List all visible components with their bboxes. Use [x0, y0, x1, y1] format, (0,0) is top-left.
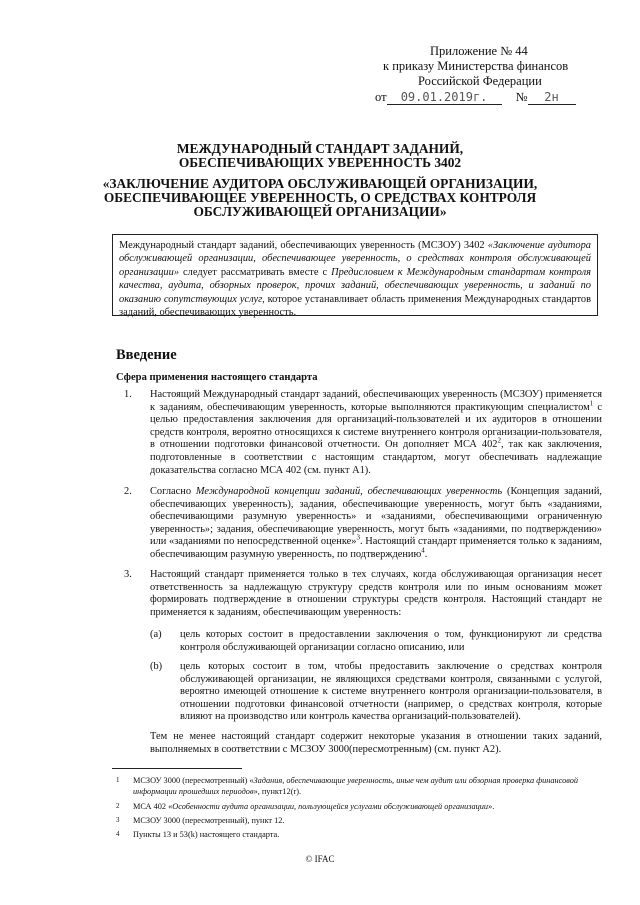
footnote-divider [112, 768, 242, 769]
subparagraph-letter: (b) [150, 661, 163, 672]
subparagraph-a: цель которых состоит в предоставлении заключения о том, функционируют ли средства контроля обслуживающей организации согласно описанию, или [180, 629, 602, 653]
footnote-text [133, 775, 601, 797]
paragraph-number: 3. [124, 569, 132, 580]
paragraph-text: (Концепция заданий, обеспечивающих уверенность), задания, обеспечивающие уверенность, могут быть «заданиями, обеспечивающими разумную уверенность» и «заданиями, обеспечивающими ограниченную уверенность»; задания, обеспечивающие уверенность, могут быть «заданиями, по подтверждению» или «заданиями по непосредственной оценке» [150, 486, 602, 548]
footnote-ref[interactable]: 4 [421, 546, 425, 555]
footnote-number: 2 [116, 802, 120, 810]
paragraph-1 [150, 389, 602, 477]
paragraph-text: . Настоящий стандарт применяется только к заданиям, обеспечивающим разумную уверенность, по подтверждению [150, 536, 602, 560]
number-label: № [515, 90, 528, 104]
footnote-italic: Задания, обеспечивающие уверенность, иные чем аудит или обзорная проверка финансовой информации прошедших периодов [133, 776, 579, 796]
standard-subtitle-line: «ЗАКЛЮЧЕНИЕ АУДИТОРА ОБСЛУЖИВАЮЩЕЙ ОРГАНИЗАЦИИ, [102, 176, 538, 191]
order-date: 09.01.2019г. [387, 91, 502, 105]
paragraph-text: Настоящий Международный стандарт заданий, обеспечивающих уверенность (МСЗОУ) применяется к заданиям, обеспечивающим уверенность, которые выполняются практикующим специалистом [150, 389, 602, 413]
footnote-number: 4 [116, 830, 120, 838]
footnote-plain: МСЗОУ 3000 (пересмотренный) « [133, 776, 254, 785]
appendix-number: Приложение № 44 [430, 44, 528, 58]
intro-text: Международный стандарт заданий, обеспечивающих уверенность (МСЗОУ) 3402 [119, 240, 488, 251]
paragraph-closing: Тем не менее настоящий стандарт содержит некоторые указания в отношении таких заданий, выполняемых в соответствии с МСЗОУ 3000(пересмотренным) (см. пункт А2). [150, 731, 602, 755]
intro-text: следует рассматривать вместе с [179, 266, 332, 278]
subparagraph-letter: (a) [150, 629, 162, 640]
section-subheading: Сфера применения настоящего стандарта [116, 372, 318, 383]
order-number: 2н [528, 91, 576, 105]
footnote-text: МСЗОУ 3000 (пересмотренный), пункт 12. [133, 816, 285, 825]
paragraph-text: Согласно [150, 486, 196, 497]
footnote-plain: ». [488, 802, 495, 811]
intro-box [112, 234, 598, 319]
paragraph-text: . [424, 548, 428, 560]
paragraph-text: с целью предоставления заключения для организаций-пользователей и их аудиторов в отношении средств контроля, вероятно относящихся к системе внутреннего контроля организации-пользователя, в отношении подготовки финансовой отчетности. Он дополняет МСА 402 [150, 401, 602, 451]
footnote-number: 1 [116, 776, 120, 784]
order-date-number [375, 90, 607, 105]
standard-subtitle-line: ОБЕСПЕЧИВАЮЩЕЕ УВЕРЕННОСТЬ, О СРЕДСТВАХ КОНТРОЛЯ [103, 190, 537, 205]
ministry-name: Российской Федерации [418, 74, 542, 88]
intro-text: которое устанавливает область применения Международных стандартов заданий, обеспечивающих уверенность. [119, 293, 591, 319]
paragraph-number: 1. [124, 389, 132, 400]
footnote-text [133, 801, 601, 812]
intro-italic: Предисловием к Международным стандартам контроля качества, аудита, обзорных проверок, прочих заданий, обеспечивающих уверенность, и заданий по оказанию сопутствующих услуг, [119, 266, 591, 305]
standard-title-line: МЕЖДУНАРОДНЫЙ СТАНДАРТ ЗАДАНИЙ, [176, 141, 464, 156]
from-label: от [375, 90, 387, 104]
standard-title [0, 142, 640, 170]
footnote-number: 3 [116, 816, 120, 824]
standard-title-line: ОБЕСПЕЧИВАЮЩИХ УВЕРЕННОСТЬ 3402 [178, 155, 462, 170]
paragraph-2 [150, 486, 602, 562]
paragraph-italic: Международной концепции заданий, обеспечивающих уверенность [195, 486, 503, 497]
paragraph-3: Настоящий стандарт применяется только в тех случаях, когда обслуживающая организация несет ответственность за надлежащую структуру средств контроля или по иным основаниям может формировать подтверждение в отношении структуры средств контроля. Настоящий стандарт не применяется к заданиям, обеспечивающим уверенность: [150, 569, 602, 618]
footnote-plain: МСА 402 « [133, 802, 173, 811]
footnote-ref[interactable]: 3 [356, 533, 360, 542]
standard-subtitle-line: ОБСЛУЖИВАЮЩЕЙ ОРГАНИЗАЦИИ» [193, 204, 447, 219]
standard-subtitle [0, 177, 640, 219]
appendix-header [375, 44, 607, 105]
intro-italic: «Заключение аудитора обслуживающей организации, обеспечивающее уверенность, о средствах контроля обслуживающей организации» [119, 240, 592, 278]
paragraph-text: , так как заключения, подготовленные в соответствии с настоящим стандартом, могут обеспечивать надлежащие доказательства согласно МСА 402 (см. пункт А1). [150, 439, 602, 476]
footnote-italic: Особенности аудита организации, пользующейся услугами обслуживающей организации [172, 802, 489, 811]
copyright-footer: © IFAC [305, 854, 335, 864]
footnote-text: Пункты 13 и 53(k) настоящего стандарта. [133, 830, 280, 839]
footnote-ref[interactable]: 2 [497, 436, 501, 445]
footnote-plain: », пункт12(r). [253, 787, 302, 796]
section-heading: Введение [116, 347, 177, 363]
paragraph-number: 2. [124, 486, 132, 497]
subparagraph-b: цель которых состоит в том, чтобы предоставить заключение о средствах контроля обслуживающей организации, не являющихся средствами контроля, связанными с услугой, вероятно имеющей отношение к системе внутреннего контроля организации-пользователя, в отношении подготовки финансовой отчетности (например, о средствах контроля, которые влияют на производство или контроль качества организаций-пользователей). [180, 661, 602, 723]
footnote-ref[interactable]: 1 [589, 399, 594, 408]
order-reference: к приказу Министерства финансов [383, 59, 569, 73]
